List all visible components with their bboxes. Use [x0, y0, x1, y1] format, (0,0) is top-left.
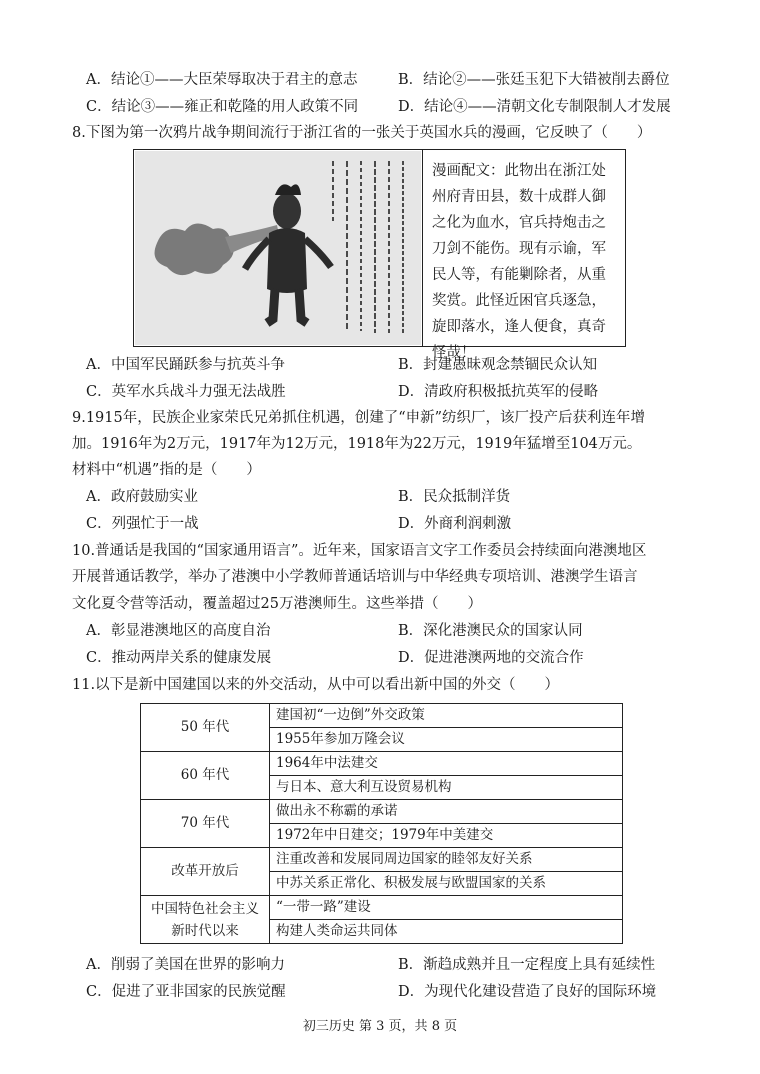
diplomacy-table: [140, 703, 623, 944]
q10-option-b: B．深化港澳民众的国家认同: [398, 623, 583, 639]
cartoon-caption: [432, 158, 618, 366]
caption-line: 旋即落水，逢人便食，真奇: [432, 319, 606, 335]
event-cell: 1964年中法建交: [270, 752, 623, 776]
caption-line: 怪哉！: [432, 345, 476, 361]
q10-option-d: D．促进港澳两地的交流合作: [398, 650, 584, 666]
q8-stem: 8.下图为第一次鸦片战争期间流行于浙江省的一张关于英国水兵的漫画，它反映了（ ）: [72, 125, 652, 141]
era-cell: 50 年代: [141, 704, 270, 752]
q11-option-a: A．削弱了美国在世界的影响力: [86, 957, 285, 973]
q10-stem-line-2: 开展普通话教学，举办了港澳中小学教师普通话培训与中华经典专项培训、港澳学生语言: [72, 569, 638, 585]
q8-option-d: D．清政府积极抵抗英军的侵略: [398, 384, 599, 400]
q8-option-b: B．封建愚昧观念禁锢民众认知: [398, 357, 598, 373]
q9-stem-line-3: 材料中“机遇”指的是（ ）: [72, 462, 261, 478]
table-row: [141, 848, 623, 872]
event-cell: 建国初“一边倒”外交政策: [270, 704, 623, 728]
era-cell: 70 年代: [141, 800, 270, 848]
table-row: [141, 800, 623, 824]
q9-option-a: A．政府鼓励实业: [86, 489, 198, 505]
q11-option-d: D．为现代化建设营造了良好的国际环境: [398, 984, 657, 1000]
q7-option-b: B．结论②——张廷玉犯下大错被削去爵位: [398, 72, 670, 88]
q9-option-c: C．列强忙于一战: [86, 516, 199, 532]
era-line: 新时代以来: [171, 922, 239, 939]
q11-stem: 11.以下是新中国建国以来的外交活动，从中可以看出新中国的外交（ ）: [72, 677, 560, 693]
cartoon-illustration: [135, 151, 421, 345]
q10-option-c: C．推动两岸关系的健康发展: [86, 650, 272, 666]
caption-line: 奖赏。此怪近困官兵逐急，: [432, 293, 606, 309]
era-cell: 改革开放后: [141, 848, 270, 896]
q8-option-c: C．英军水兵战斗力强无法战胜: [86, 384, 286, 400]
event-cell: 注重改善和发展同周边国家的睦邻友好关系: [270, 848, 623, 872]
event-cell: “一带一路”建设: [270, 896, 623, 920]
event-cell: 做出永不称霸的承诺: [270, 800, 623, 824]
table-row: [141, 704, 623, 728]
q9-option-d: D．外商利润刺激: [398, 516, 512, 532]
era-line: 中国特色社会主义: [151, 900, 259, 917]
era-cell: [141, 896, 270, 944]
cartoon-divider: [422, 150, 423, 346]
table-row: [141, 752, 623, 776]
event-cell: 构建人类命运共同体: [270, 920, 623, 944]
q8-cartoon-figure: [133, 149, 626, 361]
q7-option-a: A．结论①——大臣荣辱取决于君主的意志: [86, 72, 358, 88]
event-cell: 与日本、意大利互设贸易机构: [270, 776, 623, 800]
q10-option-a: A．彰显港澳地区的高度自治: [86, 623, 271, 639]
caption-line: 刀剑不能伤。现有示谕，军: [432, 241, 606, 257]
era-cell: 60 年代: [141, 752, 270, 800]
q10-stem-line-1: 10.普通话是我国的“国家通用语言”。近年来，国家语言文字工作委员会持续面向港澳地区: [72, 543, 647, 559]
caption-line: 漫画配文：此物出在浙江处: [432, 163, 606, 179]
q7-option-c: C．结论③——雍正和乾隆的用人政策不同: [86, 99, 359, 115]
q9-stem-line-1: 9.1915年，民族企业家荣氏兄弟抓住机遇，创建了“申新”纺织厂，该厂投产后获利连年增: [72, 410, 646, 426]
caption-line: 之化为血水，官兵持炮击之: [432, 215, 606, 231]
page-footer: 初三历史 第 3 页，共 8 页: [302, 1019, 458, 1034]
q9-option-b: B．民众抵制洋货: [398, 489, 511, 505]
caption-line: 州府青田县，数十成群人御: [432, 189, 606, 205]
event-cell: 中苏关系正常化、积极发展与欧盟国家的关系: [270, 872, 623, 896]
q10-stem-line-3: 文化夏令营等活动，覆盖超过25万港澳师生。这些举措（ ）: [72, 596, 482, 612]
q11-option-c: C．促进了亚非国家的民族觉醒: [86, 984, 286, 1000]
cartoon-drawing: [135, 151, 421, 345]
q7-option-d: D．结论④——清朝文化专制限制人才发展: [398, 99, 671, 115]
event-cell: 1955年参加万隆会议: [270, 728, 623, 752]
caption-line: 民人等，有能剿除者，从重: [432, 267, 606, 283]
table-row: [141, 896, 623, 920]
q11-option-b: B．渐趋成熟并且一定程度上具有延续性: [398, 957, 656, 973]
event-cell: 1972年中日建交；1979年中美建交: [270, 824, 623, 848]
q8-option-a: A．中国军民踊跃参与抗英斗争: [86, 357, 285, 373]
q9-stem-line-2: 加。1916年为2万元，1917年为12万元，1918年为22万元，1919年猛增至104万元。: [72, 436, 642, 452]
